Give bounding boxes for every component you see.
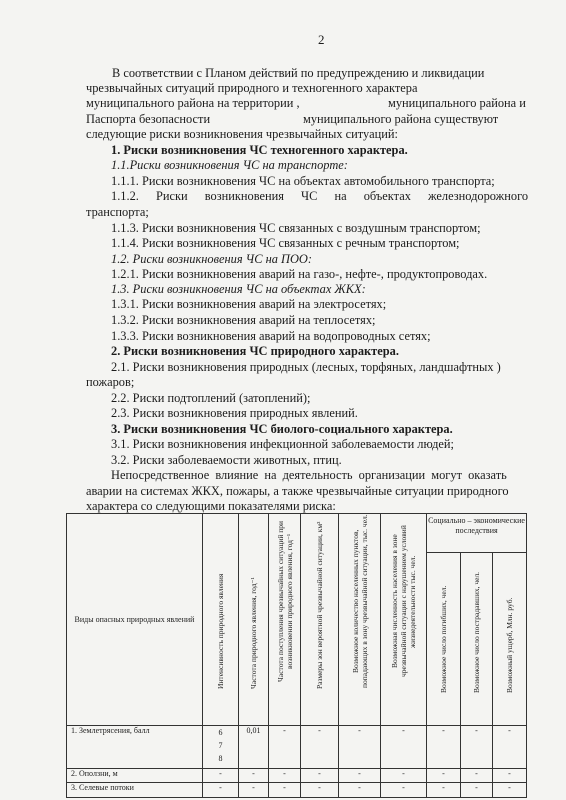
row-label: 2. Оползни, м <box>67 768 203 782</box>
section-1-heading: 1. Риски возникновения ЧС техногенного характера. <box>111 143 408 157</box>
frequency-cell: - <box>239 768 269 782</box>
closing-line-2: аварии на системах ЖКХ, пожары, а также чрезвычайные ситуации природного <box>86 484 509 498</box>
value-cell: - <box>381 782 427 797</box>
intro-line-5: следующие риски возникновения чрезвычайных ситуаций: <box>86 127 398 141</box>
table-row <box>67 726 527 768</box>
section-2-1-cont: пожаров; <box>86 375 135 389</box>
section-1-3-2: 1.3.2. Риски возникновения аварий на теплосетях; <box>111 313 376 327</box>
intro-line-2: чрезвычайных ситуаций природного и техногенного характера <box>86 81 418 95</box>
closing-line-3: характера со следующими показателями риска: <box>86 499 336 513</box>
value-cell: - <box>381 726 427 768</box>
value-cell: - <box>269 768 301 782</box>
header-intensity: Интенсивность природного явления <box>203 514 239 726</box>
intro-line-4b: муниципального района существуют <box>303 112 499 126</box>
section-2-3: 2.3. Риски возникновения природных явлений. <box>111 406 358 420</box>
value-cell: - <box>493 726 527 768</box>
frequency-cell: 0,01 <box>239 726 269 768</box>
intro-line-1: В соответствии с Планом действий по предупреждению и ликвидации <box>112 66 485 80</box>
page-number: 2 <box>318 32 325 47</box>
risk-indicators-table <box>66 513 527 798</box>
value-cell: - <box>269 782 301 797</box>
section-3-heading: 3. Риски возникновения ЧС биолого-социального характера. <box>111 422 453 436</box>
table-row <box>67 768 527 782</box>
section-1-1-4: 1.1.4. Риски возникновения ЧС связанных с речным транспортом; <box>111 236 460 250</box>
value-cell: - <box>301 782 339 797</box>
value-cell: - <box>461 768 493 782</box>
value-cell: - <box>301 726 339 768</box>
hazard-type-header: Виды опасных природных явлений <box>67 514 203 726</box>
header-population: Возможная численность населения в зоне чрезвычайной ситуации с нарушением условий жизнедеятельности тыс. чел. <box>381 514 427 726</box>
value-cell: - <box>427 782 461 797</box>
section-1-2-1: 1.2.1. Риски возникновения аварий на газо-, нефте-, продуктопроводах. <box>111 267 488 281</box>
value-cell: - <box>339 782 381 797</box>
row-label: 3. Селевые потоки <box>67 782 203 797</box>
section-1-1-1: 1.1.1. Риски возникновения ЧС на объектах автомобильного транспорта; <box>111 174 495 188</box>
value-cell: - <box>427 768 461 782</box>
section-2-1: 2.1. Риски возникновения природных (лесных, торфяных, ландшафтных ) <box>111 360 501 374</box>
header-damage: Возможный ущерб, Млн. руб. <box>493 553 527 726</box>
value-cell: - <box>339 768 381 782</box>
intensity-cell: - <box>203 768 239 782</box>
header-emergency-frequency: Частота поступления чрезвычайных ситуаций при возникновении природного явления, год⁻¹ <box>269 514 301 726</box>
header-settlements: Возможное количество населенных пунктов, попадающих в зону чрезвычайной ситуации, тыс. чел. <box>339 514 381 726</box>
section-1-1-3: 1.1.3. Риски возникновения ЧС связанных с воздушным транспортом; <box>111 221 481 235</box>
header-injured: Возможное число пострадавших, чел. <box>461 553 493 726</box>
frequency-cell: - <box>239 782 269 797</box>
value-cell: - <box>493 768 527 782</box>
intro-line-4: Паспорта безопасности <box>86 112 211 126</box>
table-row <box>67 782 527 797</box>
section-1-3: 1.3. Риски возникновения ЧС на объектах ЖКХ: <box>111 282 366 296</box>
section-3-1: 3.1. Риски возникновения инфекционной заболеваемости людей; <box>111 437 454 451</box>
intro-line-3: муниципального района на территории , <box>86 96 300 110</box>
intro-line-3b: муниципального района и <box>388 96 526 110</box>
value-cell: - <box>301 768 339 782</box>
intensity-cell: - <box>203 782 239 797</box>
socio-economic-header: Социально – экономические последствия <box>427 514 527 553</box>
section-1-3-3: 1.3.3. Риски возникновения аварий на водопроводных сетях; <box>111 329 431 343</box>
section-1-3-1: 1.3.1. Риски возникновения аварий на электросетях; <box>111 297 387 311</box>
value-cell: - <box>461 782 493 797</box>
header-zone-size: Размеры зон вероятной чрезвычайной ситуации, км² <box>301 514 339 726</box>
value-cell: - <box>381 768 427 782</box>
section-1-1: 1.1.Риски возникновения ЧС на транспорте: <box>111 158 348 172</box>
section-1-1-2-cont: транспорта; <box>86 205 149 219</box>
value-cell: - <box>269 726 301 768</box>
section-1-1-2: 1.1.2. Риски возникновения ЧС на объектах железнодорожного <box>111 189 529 203</box>
section-2-heading: 2. Риски возникновения ЧС природного характера. <box>111 344 399 358</box>
closing-line-1: Непосредственное влияние на деятельность организации могут оказать <box>111 468 507 482</box>
section-3-2: 3.2. Риски заболеваемости животных, птиц. <box>111 453 342 467</box>
value-cell: - <box>339 726 381 768</box>
intensity-cell: 6 7 8 <box>203 726 239 768</box>
value-cell: - <box>493 782 527 797</box>
row-label: 1. Землетрясения, балл <box>67 726 203 768</box>
header-deaths: Возможное число погибших, чел. <box>427 553 461 726</box>
value-cell: - <box>427 726 461 768</box>
section-1-2: 1.2. Риски возникновения ЧС на ПОО: <box>111 252 312 266</box>
value-cell: - <box>461 726 493 768</box>
section-2-2: 2.2. Риски подтоплений (затоплений); <box>111 391 311 405</box>
header-frequency: Частота природного явления, год⁻¹ <box>239 514 269 726</box>
